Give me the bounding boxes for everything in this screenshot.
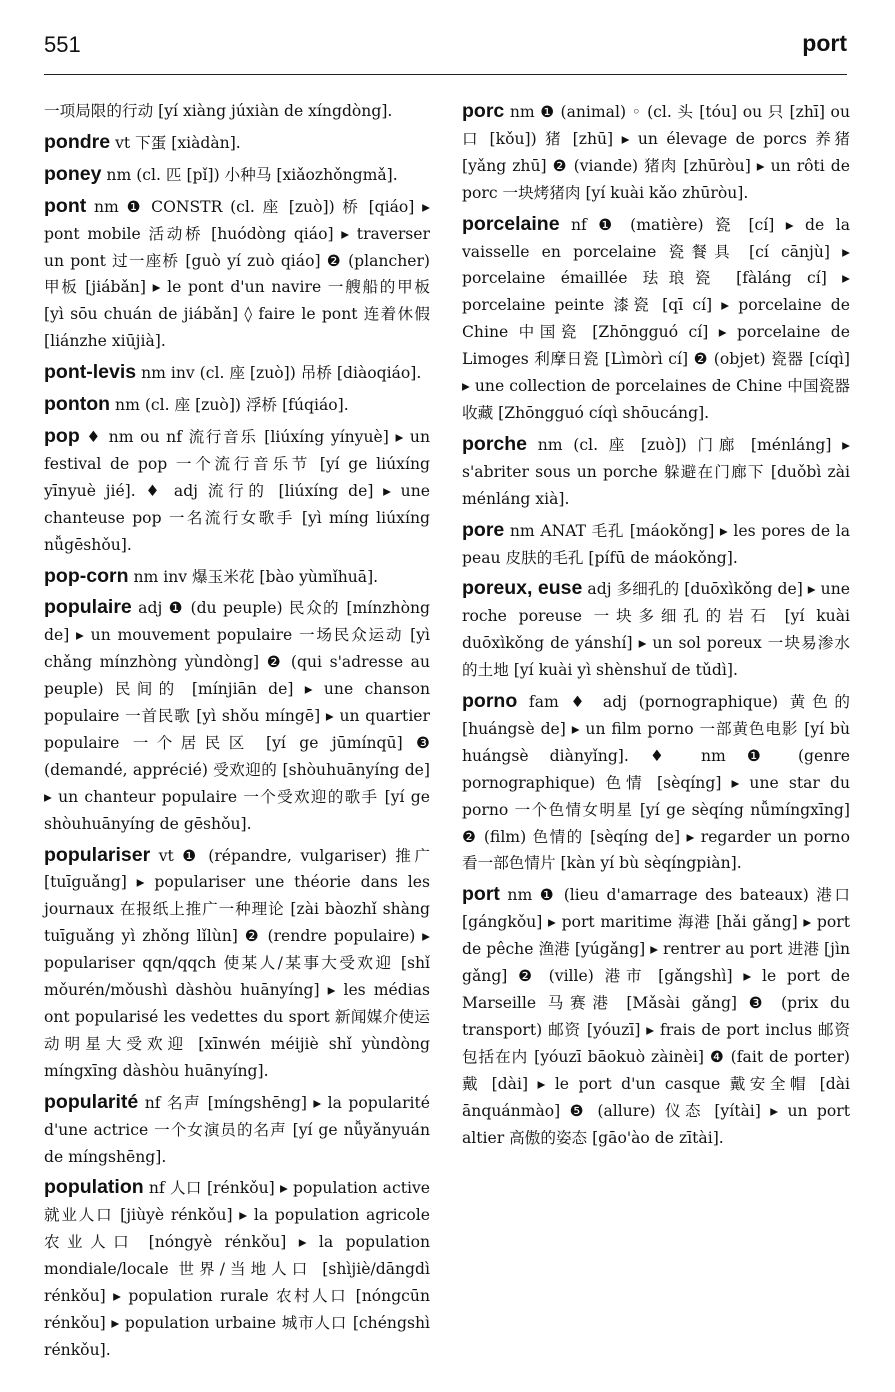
entry-body: vt 下蛋 [xiàdàn]. <box>115 133 241 152</box>
entry-body: 一项局限的行动 [yí xiàng júxiàn de xíngdòng]. <box>44 102 393 120</box>
headword: port <box>462 883 500 906</box>
entry-port <box>462 881 850 1151</box>
entry-body: nm ANAT 毛孔 [máokǒng] ▸ les pores de la peau 皮肤的毛孔 [pífū de máokǒng]. <box>462 521 850 567</box>
entry-body: nm (cl. 座 [zuò]) 门廊 [ménláng] ▸ s'abriter sous un porche 躲避在门廊下 [duǒbì zài ménláng xià]. <box>462 435 850 508</box>
entry-populariser <box>44 842 430 1085</box>
entry-body: nm ❶ (lieu d'amarrage des bateaux) 港口 [gángkǒu] ▸ port maritime 海港 [hǎi gǎng] ▸ port de pêche 渔港 [yúgǎng] ▸ rentrer au port 进港 [jìn gǎng] ❷ (ville) 港市 [gǎngshì] ▸ le port de Marseille 马赛港 [Mǎsài gǎng] ❸ (prix du transport) 邮资 [yóuzī] ▸ frais de port inclus 邮资包括在内 [yóuzī bāokuò zàinèi] ❹ (fait de porter) 戴 [dài] ▸ le port d'un casque 戴安全帽 [dài ānquánmào] ❺ (allure) 仪态 [yítài] ▸ un port altier 高傲的姿态 [gāo'ào de zītài]. <box>462 886 850 1147</box>
entry-porcelaine <box>462 211 850 427</box>
entry-body: nm inv (cl. 座 [zuò]) 吊桥 [diàoqiáo]. <box>141 364 422 383</box>
headword: population <box>44 1176 144 1199</box>
entry-pop <box>44 423 430 559</box>
guide-word: port <box>802 30 847 56</box>
entry-body: adj 多细孔的 [duōxìkǒng de] ▸ une roche poreuse 一块多细孔的岩石 [yí kuài duōxìkǒng de yánshí] ▸ un sol poreux 一块易渗水的土地 [yí kuài yì shènshuǐ de tǔdì]. <box>462 580 850 680</box>
entry-body: nm ❶ (animal) ◦ (cl. 头 [tóu] ou 只 [zhī] ou 口 [kǒu]) 猪 [zhū] ▸ un élevage de porcs 养猪 [yǎng zhū] ❷ (viande) 猪肉 [zhūròu] ▸ un rôti de porc 一块烤猪肉 [yí kuài kǎo zhūròu]. <box>462 103 850 202</box>
entry-body: nf ❶ (matière) 瓷 [cí] ▸ de la vaisselle en porcelaine 瓷餐具 [cí cānjù] ▸ porcelaine émaillée 珐琅瓷 [fàláng cí] ▸ porcelaine peinte 漆瓷 [qī cí] ▸ porcelaine de Chine 中国瓷 [Zhōngguó cí] ▸ porcelaine de Limoges 利摩日瓷 [Lìmòrì cí] ❷ (objet) 瓷器 [cíqì] ▸ une collection de porcelaines de Chine 中国瓷器收藏 [Zhōngguó cíqì shōucáng]. <box>462 215 850 422</box>
left-column <box>44 98 430 1368</box>
entry-pore <box>462 517 850 572</box>
entry-porc <box>462 98 850 207</box>
headword: porno <box>462 690 518 713</box>
entry-body: fam ♦ adj (pornographique) 黄色的 [huángsè de] ▸ un film porno 一部黄色电影 [yí bù huángsè diànyǐng]. ♦ nm ❶ (genre pornographique) 色情 [sèqíng] ▸ une star du porno 一个色情女明星 [yí ge sèqíng nǚmíngxīng] ❷ (film) 色情的 [sèqíng de] ▸ regarder un porno 看一部色情片 [kàn yí bù sèqíngpiàn]. <box>462 693 850 873</box>
entry-population <box>44 1174 430 1363</box>
headword: poreux, euse <box>462 577 583 600</box>
headword: porche <box>462 432 528 455</box>
page-header <box>44 28 847 80</box>
entry-body: ♦ nm ou nf 流行音乐 [liúxíng yínyuè] ▸ un festival de pop 一个流行音乐节 [yí ge liúxíng yīnyuè jié]. ♦ adj 流行的 [liúxíng de] ▸ une chanteuse pop 一名流行女歌手 [yì míng liúxíng nǚgēshǒu]. <box>44 427 430 554</box>
entry-porno <box>462 688 850 877</box>
entry-pop-corn <box>44 563 430 591</box>
entry-pondre <box>44 129 430 157</box>
entry-body: nm (cl. 座 [zuò]) 浮桥 [fúqiáo]. <box>115 396 349 415</box>
headword: pont <box>44 194 87 217</box>
headword: populariser <box>44 843 151 866</box>
headword: porcelaine <box>462 212 560 235</box>
entry-body: nm (cl. 匹 [pǐ]) 小种马 [xiǎozhǒngmǎ]. <box>106 165 398 184</box>
entry-body: nf 人口 [rénkǒu] ▸ population active 就业人口 [jiùyè rénkǒu] ▸ la population agricole 农业人口 [nóngyè rénkǒu] ▸ la population mondiale/locale 世界/当地人口 [shìjiè/dāngdì rénkǒu] ▸ population rurale 农村人口 [nóngcūn rénkǒu] ▸ population urbaine 城市人口 [chéngshì rénkǒu]. <box>44 1179 430 1359</box>
headword: pop <box>44 424 80 447</box>
entry-populaire <box>44 594 430 837</box>
headword: pondre <box>44 130 111 153</box>
headword: porc <box>462 100 505 122</box>
entry-body: adj ❶ (du peuple) 民众的 [mínzhòng de] ▸ un mouvement populaire 一场民众运动 [yì chǎng mínzhòng yùndòng] ❷ (qui s'adresse au peuple) 民间的 [mínjiān de] ▸ une chanson populaire 一首民歌 [yì shǒu míngē] ▸ un quartier populaire 一个居民区 [yí ge jūmínqū] ❸ (demandé, apprécié) 受欢迎的 [shòuhuānyíng de] ▸ un chanteur populaire 一个受欢迎的歌手 [yí ge shòuhuānyíng de gēshǒu]. <box>44 599 430 833</box>
entry-body: nf 名声 [míngshēng] ▸ la popularité d'une actrice 一个女演员的名声 [yí ge nǚyǎnyuán de míngshēng]. <box>44 1093 430 1166</box>
entry-pont <box>44 193 430 355</box>
entry-porche <box>462 431 850 513</box>
entry-popularite <box>44 1089 430 1171</box>
entry-poreux <box>462 575 850 684</box>
header-rule <box>44 74 847 75</box>
headword: pop-corn <box>44 564 129 587</box>
entry-pont-levis <box>44 359 430 387</box>
entry-body: nm inv 爆玉米花 [bào yùmǐhuā]. <box>133 567 379 586</box>
entry-body: nm ❶ CONSTR (cl. 座 [zuò]) 桥 [qiáo] ▸ pont mobile 活动桥 [huódòng qiáo] ▸ traverser un pont 过一座桥 [guò yí zuò qiáo] ❷ (plancher) 甲板 [jiábǎn] ▸ le pont d'un navire 一艘船的甲板 [yì sōu chuán de jiábǎn] ◊ faire le pont 连着休假 [liánzhe xiūjià]. <box>44 197 430 351</box>
entry-body: vt ❶ (répandre, vulgariser) 推广 [tuīguǎng] ▸ populariser une théorie dans les journaux 在报纸上推广一种理论 [zài bàozhǐ shàng tuīguǎng yì zhǒng lǐlùn] ❷ (rendre populaire) ▸ populariser qqn/qqch 使某人/某事大受欢迎 [shǐ mǒurén/mǒushì dàshòu huānyíng] ▸ les médias ont popularisé les vedettes du sport 新闻媒介使运动明星大受欢迎 [xīnwén méijiè shǐ yùndòng míngxīng dàshòu huānyíng]. <box>44 846 430 1080</box>
headword: ponton <box>44 393 111 416</box>
headword: pore <box>462 518 505 541</box>
right-column <box>462 98 850 1155</box>
headword: poney <box>44 162 102 185</box>
headword: pont-levis <box>44 361 137 384</box>
headword: populaire <box>44 596 132 619</box>
entry-ponton <box>44 391 430 419</box>
headword: popularité <box>44 1090 139 1113</box>
page-number: 551 <box>44 32 81 57</box>
entry-poney <box>44 161 430 189</box>
entry-continuation <box>44 98 430 125</box>
